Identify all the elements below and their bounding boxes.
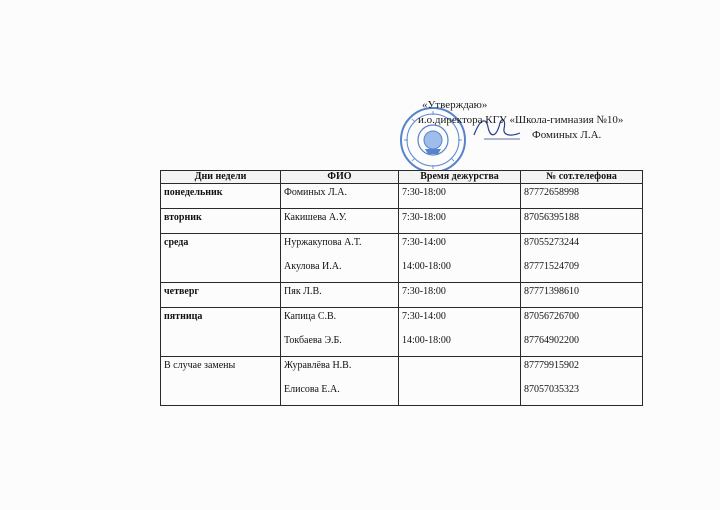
- approval-signatory: Фоминых Л.А.: [532, 129, 602, 141]
- day-cell: пятница: [161, 308, 281, 357]
- day-cell: четверг: [161, 283, 281, 308]
- phone-cell: 87764902200: [521, 332, 643, 357]
- day-cell: среда: [161, 234, 281, 283]
- approval-title: «Утверждаю»: [422, 99, 488, 111]
- table-row: [161, 184, 643, 209]
- table-row: [161, 209, 643, 234]
- header-day: Дни недели: [161, 171, 281, 184]
- name-cell: Токбаева Э.Б.: [281, 332, 399, 357]
- table-row: [161, 357, 643, 382]
- day-cell: вторник: [161, 209, 281, 234]
- time-cell: 7:30-18:00: [399, 184, 521, 209]
- phone-cell: 87771524709: [521, 258, 643, 283]
- name-cell: Пяк Л.В.: [281, 283, 399, 308]
- header-time: Время дежурства: [399, 171, 521, 184]
- day-cell: В случае замены: [161, 357, 281, 406]
- name-cell: Елисова Е.А.: [281, 381, 399, 406]
- approval-position: и.о.директора КГУ «Школа-гимназия №10»: [418, 114, 624, 126]
- duty-schedule-table: [160, 170, 643, 406]
- name-cell: Какишева А.У.: [281, 209, 399, 234]
- phone-cell: 87779915902: [521, 357, 643, 382]
- name-cell: Акулова И.А.: [281, 258, 399, 283]
- name-cell: Журавлёва Н.В.: [281, 357, 399, 382]
- time-cell: [399, 381, 521, 406]
- time-cell: 7:30-18:00: [399, 209, 521, 234]
- name-cell: Нуржакупова А.Т.: [281, 234, 399, 259]
- table-header-row: [161, 171, 643, 184]
- phone-cell: 87057035323: [521, 381, 643, 406]
- header-phone: № сот.телефона: [521, 171, 643, 184]
- time-cell: 14:00-18:00: [399, 332, 521, 357]
- phone-cell: 87056395188: [521, 209, 643, 234]
- time-cell: 7:30-14:00: [399, 308, 521, 333]
- time-cell: 7:30-14:00: [399, 234, 521, 259]
- time-cell: 7:30-18:00: [399, 283, 521, 308]
- name-cell: Капица С.В.: [281, 308, 399, 333]
- phone-cell: 87055273244: [521, 234, 643, 259]
- header-name: ФИО: [281, 171, 399, 184]
- phone-cell: 87056726700: [521, 308, 643, 333]
- time-cell: 14:00-18:00: [399, 258, 521, 283]
- time-cell: [399, 357, 521, 382]
- table-row: [161, 308, 643, 333]
- name-cell: Фоминых Л.А.: [281, 184, 399, 209]
- approval-block: [420, 98, 623, 143]
- table-row: [161, 283, 643, 308]
- table-row: [161, 234, 643, 259]
- day-cell: понедельник: [161, 184, 281, 209]
- phone-cell: 87771398610: [521, 283, 643, 308]
- phone-cell: 87772658998: [521, 184, 643, 209]
